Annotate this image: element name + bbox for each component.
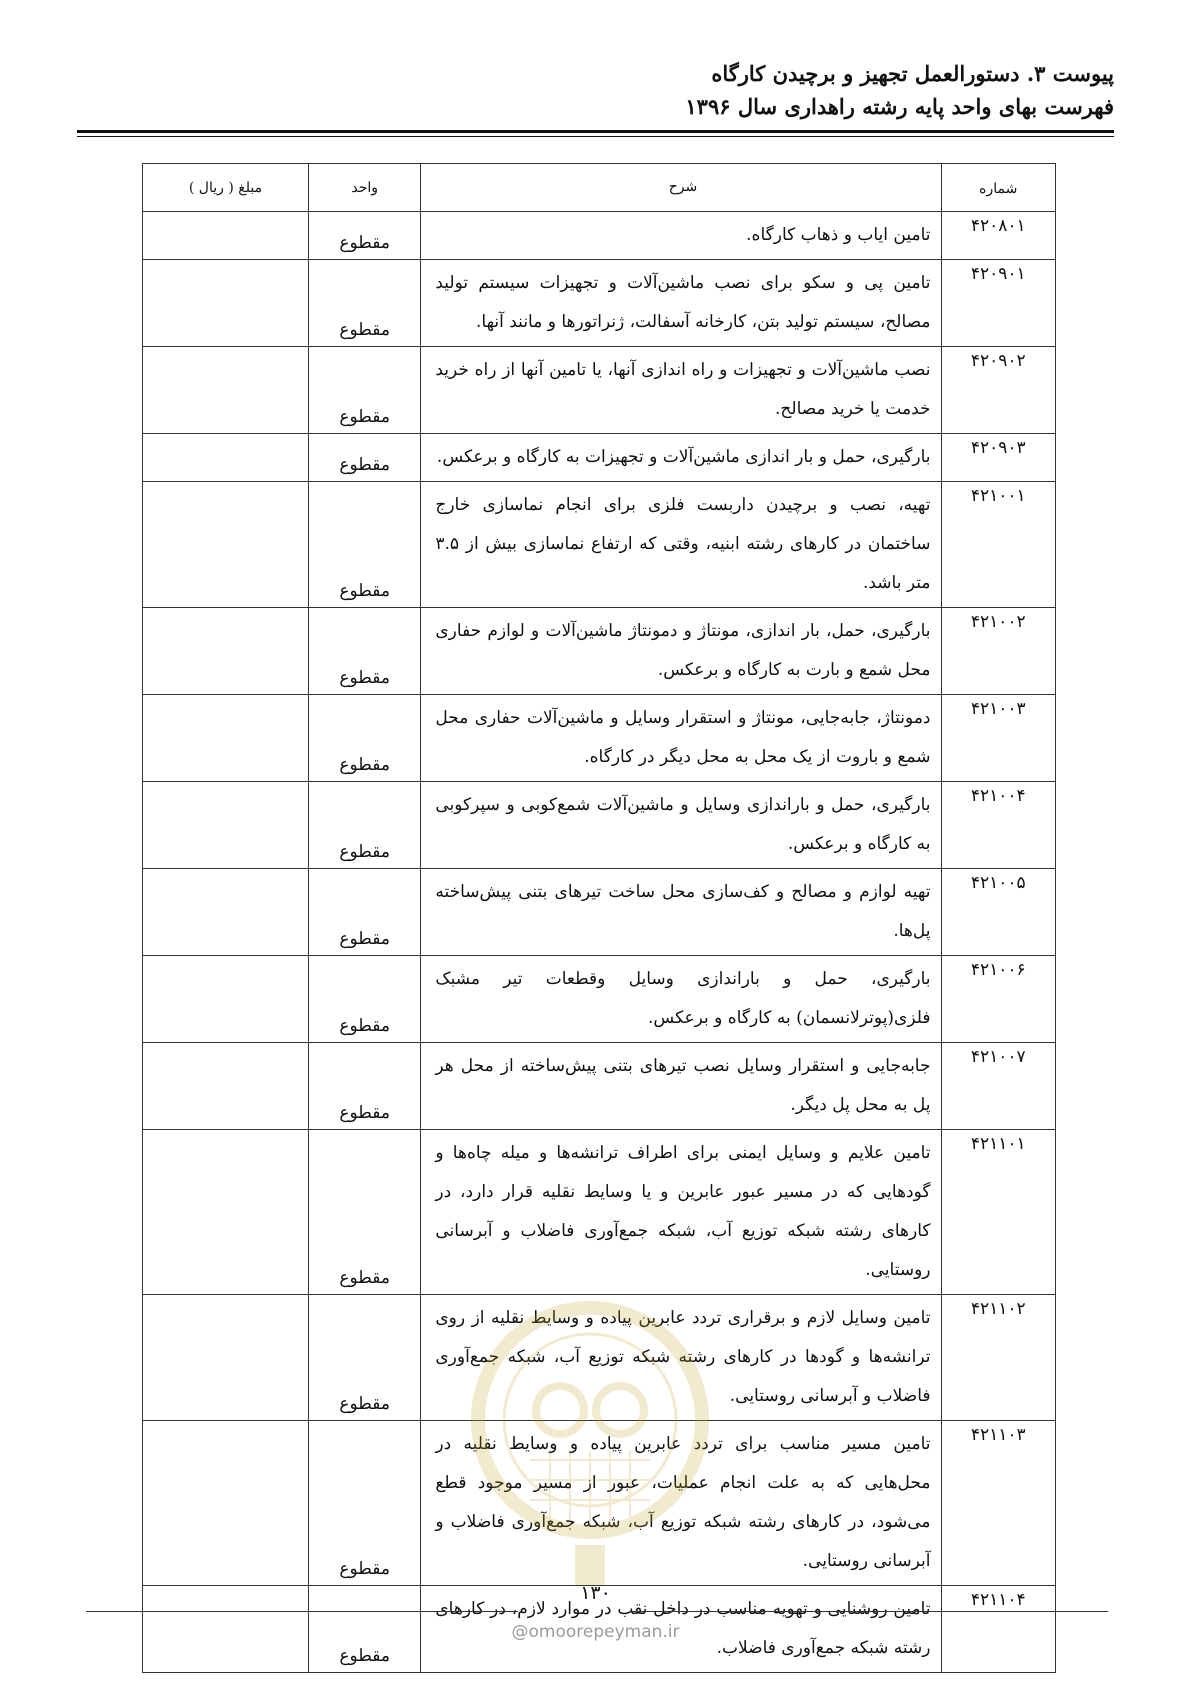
row-unit: مقطوع	[308, 695, 420, 782]
row-description: دمونتاژ، جابه‌جایی، مونتاژ و استقرار وسایل و ماشین‌آلات حفاری محل شمع و باروت از یک محل به محل دیگر در کارگاه.	[421, 695, 941, 782]
row-number: ۴۲۱۰۰۷	[941, 1043, 1056, 1130]
row-unit: مقطوع	[308, 1043, 420, 1130]
row-unit: مقطوع	[308, 347, 420, 434]
table-row	[143, 482, 1056, 608]
row-number: ۴۲۱۱۰۴	[941, 1586, 1056, 1673]
row-number: ۴۲۰۹۰۲	[941, 347, 1056, 434]
row-amount	[143, 212, 309, 260]
row-amount	[143, 434, 309, 482]
footer-rule-left	[86, 1611, 518, 1612]
row-unit: مقطوع	[308, 956, 420, 1043]
row-description: تامین روشنایی و تهویه مناسب در داخل نقب در موارد لازم، در کارهای رشته شبکه جمع‌آوری فاضلاب.	[421, 1586, 941, 1673]
row-description: نصب ماشین‌آلات و تجهیزات و راه اندازی آنها، یا تامین آنها از راه خرید خدمت یا خرید مصالح.	[421, 347, 941, 434]
footer-watermark-text: @omoorepeyman.ir	[511, 1622, 680, 1642]
header-rule-thick	[77, 130, 1114, 133]
table-row	[143, 1130, 1056, 1295]
row-unit: مقطوع	[308, 869, 420, 956]
row-amount	[143, 869, 309, 956]
table-row	[143, 260, 1056, 347]
row-unit: مقطوع	[308, 608, 420, 695]
table-row	[143, 608, 1056, 695]
row-description: تامین وسایل لازم و برقراری تردد عابرین پیاده و وسایط نقلیه از روی ترانشه‌ها و گودها در کارهای رشته شبکه توزیع آب، شبکه جمع‌آوری فاضلاب و آبرسانی روستایی.	[421, 1295, 941, 1421]
row-amount	[143, 608, 309, 695]
table-row	[143, 1043, 1056, 1130]
row-description: تهیه لوازم و مصالح و کف‌سازی محل ساخت تیرهای بتنی پیش‌ساخته پل‌ها.	[421, 869, 941, 956]
row-number: ۴۲۱۰۰۱	[941, 482, 1056, 608]
column-header-number: شماره	[941, 164, 1056, 212]
row-description: تامین پی و سکو برای نصب ماشین‌آلات و تجهیزات سیستم تولید مصالح، سیستم تولید بتن، کارخانه آسفالت، ژنراتورها و مانند آنها.	[421, 260, 941, 347]
row-description: تامین مسیر مناسب برای تردد عابرین پیاده و وسایط نقلیه در محل‌هایی که به علت انجام عملیات، عبور از مسیر موجود قطع می‌شود، در کارهای رشته شبکه توزیع آب، شبکه جمع‌آوری فاضلاب و آبرسانی روستایی.	[421, 1421, 941, 1586]
row-amount	[143, 956, 309, 1043]
row-description: بارگیری، حمل و باراندازی وسایل و ماشین‌آلات شمع‌کوبی و سپرکوبی به کارگاه و برعکس.	[421, 782, 941, 869]
header-rule-thin	[77, 136, 1114, 137]
table-row	[143, 782, 1056, 869]
row-unit: مقطوع	[308, 212, 420, 260]
row-unit: مقطوع	[308, 782, 420, 869]
row-number: ۴۲۱۰۰۴	[941, 782, 1056, 869]
row-amount	[143, 347, 309, 434]
column-header-amount: مبلغ ( ریال )	[143, 164, 309, 212]
row-number: ۴۲۱۱۰۳	[941, 1421, 1056, 1586]
row-number: ۴۲۱۰۰۳	[941, 695, 1056, 782]
document-subtitle: فهرست بهای واحد پایه رشته راهداری سال ۱۳۹۶	[685, 94, 1114, 119]
row-description: بارگیری، حمل و بار اندازی ماشین‌آلات و تجهیزات به کارگاه و برعکس.	[421, 434, 941, 482]
table-row	[143, 956, 1056, 1043]
row-number: ۴۲۰۹۰۳	[941, 434, 1056, 482]
page-number: ۱۳۰	[580, 1582, 611, 1604]
row-number: ۴۲۱۰۰۵	[941, 869, 1056, 956]
row-amount	[143, 1130, 309, 1295]
row-amount	[143, 1295, 309, 1421]
seal-watermark	[470, 1290, 710, 1590]
row-amount	[143, 482, 309, 608]
row-amount	[143, 1421, 309, 1586]
table-row	[143, 347, 1056, 434]
row-number: ۴۲۱۱۰۱	[941, 1130, 1056, 1295]
row-amount	[143, 782, 309, 869]
row-number: ۴۲۱۰۰۲	[941, 608, 1056, 695]
row-number: ۴۲۱۱۰۲	[941, 1295, 1056, 1421]
row-description: بارگیری، حمل، بار اندازی، مونتاژ و دمونتاژ ماشین‌آلات و لوازم حفاری محل شمع و بارت به کارگاه و برعکس.	[421, 608, 941, 695]
table-row	[143, 434, 1056, 482]
table-row	[143, 695, 1056, 782]
table-row	[143, 869, 1056, 956]
row-number: ۴۲۱۰۰۶	[941, 956, 1056, 1043]
row-description: تامین علایم و وسایل ایمنی برای اطراف ترانشه‌ها و میله چاه‌ها و گودهایی که در مسیر عبور عابرین و یا وسایط نقلیه قرار دارد، در کارهای رشته شبکه توزیع آب، شبکه جمع‌آوری فاضلاب و آبرسانی روستایی.	[421, 1130, 941, 1295]
row-number: ۴۲۰۹۰۱	[941, 260, 1056, 347]
column-header-unit: واحد	[308, 164, 420, 212]
row-unit: مقطوع	[308, 434, 420, 482]
document-title: پیوست ۳. دستورالعمل تجهیز و برچیدن کارگاه	[711, 61, 1114, 86]
table-row	[143, 212, 1056, 260]
row-amount	[143, 1043, 309, 1130]
row-unit: مقطوع	[308, 1586, 420, 1673]
row-unit: مقطوع	[308, 260, 420, 347]
row-unit: مقطوع	[308, 1130, 420, 1295]
row-description: تامین ایاب و ذهاب کارگاه.	[421, 212, 941, 260]
table-header-row	[143, 164, 1056, 212]
row-amount	[143, 695, 309, 782]
row-unit: مقطوع	[308, 1421, 420, 1586]
row-unit: مقطوع	[308, 1295, 420, 1421]
row-unit: مقطوع	[308, 482, 420, 608]
column-header-description: شرح	[421, 164, 941, 212]
row-amount	[143, 260, 309, 347]
row-number: ۴۲۰۸۰۱	[941, 212, 1056, 260]
footer-rule-right	[630, 1611, 1108, 1612]
row-description: بارگیری، حمل و باراندازی وسایل وقطعات تیر مشبک فلزی(پوترلانسمان) به کارگاه و برعکس.	[421, 956, 941, 1043]
page-header	[685, 58, 1114, 124]
row-description: تهیه، نصب و برچیدن داربست فلزی برای انجام نماسازی خارج ساختمان در کارهای رشته ابنیه، وقتی که ارتفاع نماسازی بیش از ۳.۵ متر باشد.	[421, 482, 941, 608]
row-description: جابه‌جایی و استقرار وسایل نصب تیرهای بتنی پیش‌ساخته از محل هر پل به محل پل دیگر.	[421, 1043, 941, 1130]
